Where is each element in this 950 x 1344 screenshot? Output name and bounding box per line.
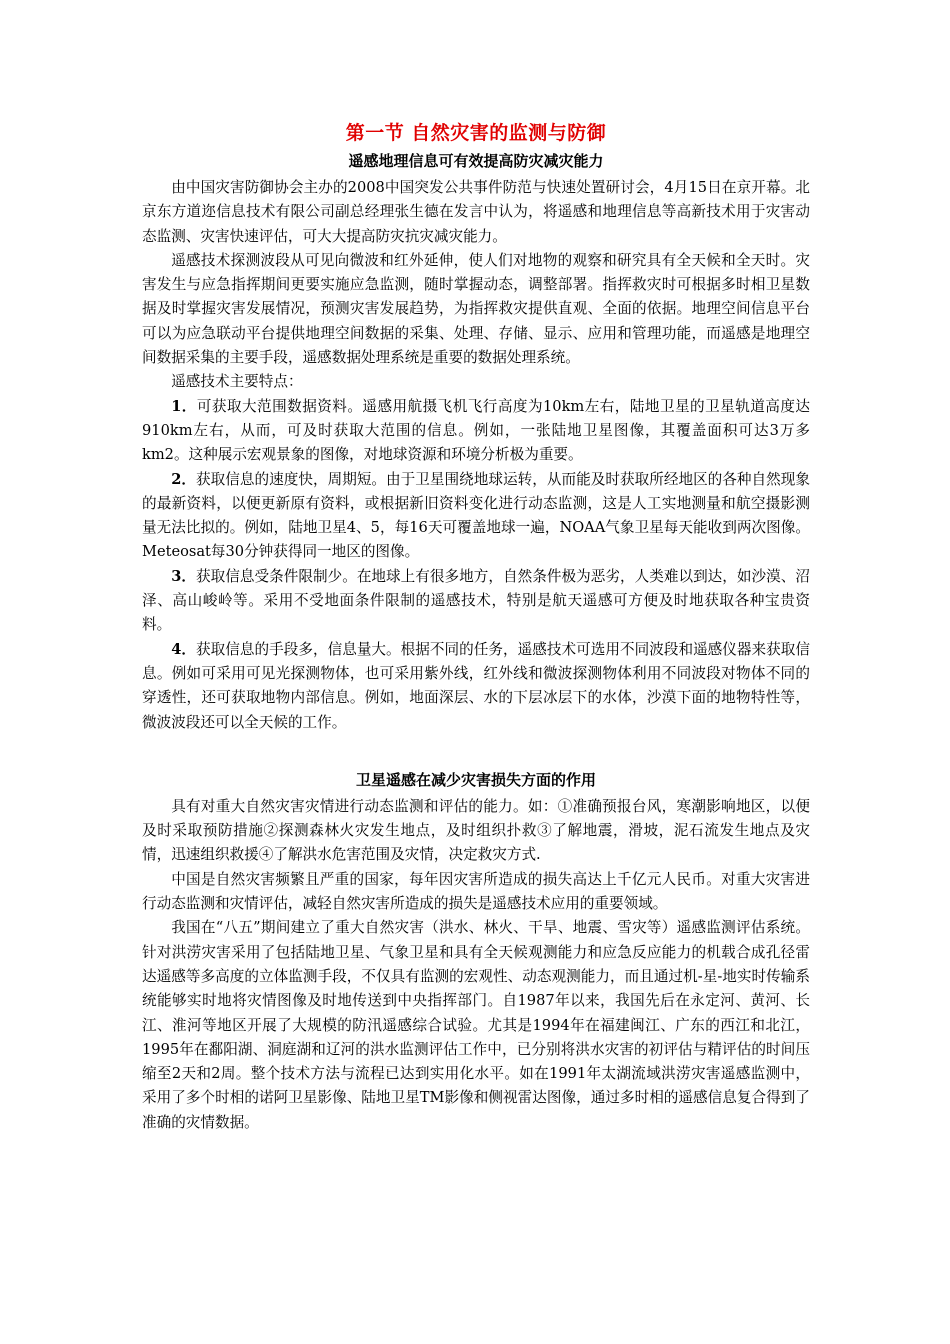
point-text: 获取信息受条件限制少。在地球上有很多地方，自然条件极为恶劣，人类难以到达，如沙漠、沼泽、高山峻岭等。采用不受地面条件限制的遥感技术，特别是航天遥感可方便及时地获取各种宝贵资料。: [142, 567, 810, 634]
paragraph: 遥感技术主要特点：: [171, 373, 303, 391]
section-spacer: [142, 735, 810, 759]
point-text: 获取信息的速度快，周期短。由于卫星围绕地球运转，从而能及时获取所经地区的各种自然现象的最新资料，以便更新原有资料，或根据新旧资料变化进行动态监测，这是人工实地测量和航空摄影测量无法比拟的。例如，陆地卫星4、5，每16天可覆盖地球一遍，NOAA气象卫星每天能收到两次图像。Meteosat每30分钟获得同一地区的图像。: [142, 470, 810, 561]
feature-point-4: [142, 638, 810, 735]
point-text: 获取信息的手段多，信息量大。根据不同的任务，遥感技术可选用不同波段和遥感仪器来获取信息。例如可采用可见光探测物体，也可采用紫外线，红外线和微波探测物体利用不同波段对物体不同的穿透性，还可获取地物内部信息。例如，地面深层、水的下层冰层下的水体，沙漠下面的地物特性等，微波波段还可以全天候的工作。: [142, 640, 810, 731]
point-number: 2．: [171, 470, 196, 488]
article-subtitle-1: 遥感地理信息可有效提高防灾减灾能力: [348, 152, 604, 170]
paragraph: 中国是自然灾害频繁且严重的国家，每年因灾害所造成的损失高达上千亿元人民币。对重大灾害进行动态监测和灾情评估，减轻自然灾害所造成的损失是遥感技术应用的重要领域。: [142, 870, 810, 913]
point-number: 3．: [171, 567, 196, 585]
paragraph: 我国在“八五”期间建立了重大自然灾害（洪水、林火、干旱、地震、雪灾等）遥感监测评估系统。针对洪涝灾害采用了包括陆地卫星、气象卫星和具有全天候观测能力和应急反应能力的机载合成孔径雷达遥感等多高度的立体监测手段，不仅具有监测的宏观性、动态观测能力，而且通过机-星-地实时传输系统能够实时地将灾情图像及时地传送到中央指挥部门。自1987年以来，我国先后在永定河、黄河、长江、淮河等地区开展了大规模的防汛遥感综合试验。尤其是1994年在福建闽江、广东的西江和北江，1995年在鄱阳湖、洞庭湖和辽河的洪水监测评估工作中，已分别将洪水灾害的初评估与精评估的时间压缩至2天和2周。整个技术方法与流程已达到实用化水平。如在1991年太湖流域洪涝灾害遥感监测中，采用了多个时相的诺阿卫星影像、陆地卫星TM影像和侧视雷达图像，通过多时相的遥感信息复合得到了准确的灾情数据。: [142, 919, 810, 1131]
feature-point-1: [142, 395, 810, 468]
paragraph: 具有对重大自然灾害灾情进行动态监测和评估的能力。如：①准确预报台风，寒潮影响地区，以便及时采取预防措施②探测森林火灾发生地点，及时组织扑救③了解地震，滑坡，泥石流发生地点及灾情，迅速组织救援④了解洪水危害范围及灾情，决定救灾方式.: [142, 797, 810, 864]
paragraph: 遥感技术探测波段从可见向微波和红外延伸，使人们对地物的观察和研究具有全天候和全天时。灾害发生与应急指挥期间更要实施应急监测，随时掌握动态，调整部署。指挥救灾时可根据多时相卫星数据及时掌握灾害发展情况，预测灾害发展趋势，为指挥救灾提供直观、全面的依据。地理空间信息平台可以为应急联动平台提供地理空间数据的采集、处理、存储、显示、应用和管理功能，而遥感是地理空间数据采集的主要手段，遥感数据处理系统是重要的数据处理系统。: [142, 251, 810, 367]
point-number: 4．: [171, 640, 196, 658]
article-subtitle-2: 卫星遥感在减少灾害损失方面的作用: [355, 770, 596, 789]
feature-point-3: [142, 565, 810, 638]
point-number: 1．: [171, 397, 197, 415]
section-title: 第一节 自然灾害的监测与防御: [345, 122, 607, 144]
feature-point-2: [142, 468, 810, 565]
point-text: 可获取大范围数据资料。遥感用航摄飞机飞行高度为10km左右，陆地卫星的卫星轨道高度达910km左右，从而，可及时获取大范围的信息。例如，一张陆地卫星图像，其覆盖面积可达3万多km2。这种展示宏观景象的图像，对地球资源和环境分析极为重要。: [142, 397, 810, 464]
document-body: [142, 118, 810, 1135]
paragraph: 由中国灾害防御协会主办的2008中国突发公共事件防范与快速处置研讨会，4月15日在京开幕。北京东方道迩信息技术有限公司副总经理张生德在发言中认为，将遥感和地理信息等高新技术用于灾害动态监测、灾害快速评估，可大大提高防灾抗灾减灾能力。: [142, 179, 810, 245]
